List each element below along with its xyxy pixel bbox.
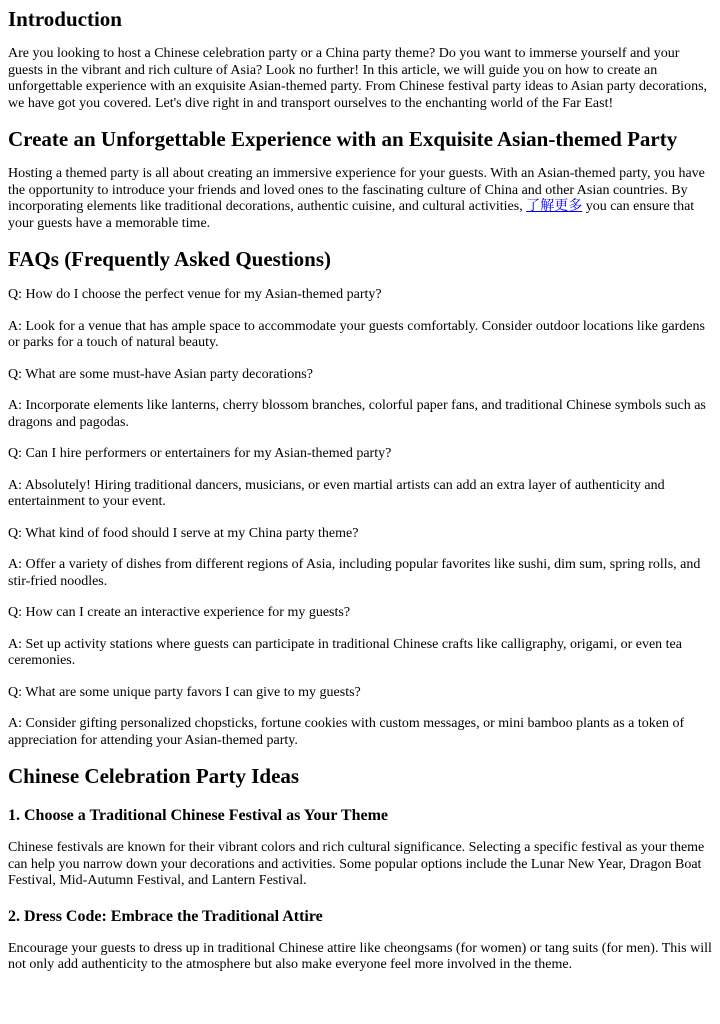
intro-heading: Introduction <box>8 7 122 31</box>
idea-2-paragraph: Encourage your guests to dress up in traditional Chinese attire like cheongsams (for women) or tang suits (for men). This will not only add authenticity to the atmosphere but also make everyone feel more involved in the theme. <box>8 940 712 972</box>
idea-1-heading: 1. Choose a Traditional Chinese Festival as Your Theme <box>8 807 389 824</box>
faq-answer: A: Incorporate elements like lanterns, cherry blossom branches, colorful paper fans, and traditional Chinese symbols such as dragons and pagodas. <box>8 398 706 430</box>
article <box>0 6 720 974</box>
experience-text-before: Hosting a themed party is all about creating an immersive experience for your guests. With an Asian-themed party, you have the opportunity to introduce your friends and loved ones to the fascinating culture of China and other Asian countries. By incorporating elements like traditional decorations, authentic cuisine, and cultural activities, <box>8 166 705 214</box>
faq-answer: A: Absolutely! Hiring traditional dancers, musicians, or even martial artists can add an extra layer of authenticity and entertainment to your event. <box>8 477 665 509</box>
experience-paragraph <box>8 166 712 232</box>
faq-answer: A: Look for a venue that has ample space to accommodate your guests comfortably. Consider outdoor locations like gardens or parks for a touch of natural beauty. <box>8 318 705 350</box>
faq-answer: A: Set up activity stations where guests can participate in traditional Chinese crafts like calligraphy, origami, or even tea ceremonies. <box>8 636 682 668</box>
learn-more-link[interactable]: 了解更多 <box>526 199 583 214</box>
experience-heading: Create an Unforgettable Experience with an Exquisite Asian-themed Party <box>8 127 678 151</box>
ideas-heading: Chinese Celebration Party Ideas <box>8 764 300 788</box>
experience-text-after: you can ensure that your guests have a memorable time. <box>8 199 695 231</box>
faq-answer: A: Consider gifting personalized chopsticks, fortune cookies with custom messages, or mini bamboo plants as a token of appreciation for attending your Asian-themed party. <box>8 716 685 748</box>
faq-question: Q: What are some unique party favors I can give to my guests? <box>8 684 361 700</box>
faq-answer: A: Offer a variety of dishes from different regions of Asia, including popular favorites like sushi, dim sum, spring rolls, and stir-fried noodles. <box>8 557 701 589</box>
faq-question: Q: What are some must-have Asian party decorations? <box>8 366 313 382</box>
idea-2-heading: 2. Dress Code: Embrace the Traditional Attire <box>8 907 323 925</box>
faq-question: Q: Can I hire performers or entertainers for my Asian-themed party? <box>8 446 392 461</box>
idea-1-paragraph: Chinese festivals are known for their vibrant colors and rich cultural significance. Selecting a specific festival as your theme can help you narrow down your decorations and activities. Some popular options include the Lunar New Year, Dragon Boat Festival, Mid-Autumn Festival, and Lantern Festival. <box>8 840 705 888</box>
faq-question: Q: How do I choose the perfect venue for my Asian-themed party? <box>8 287 382 302</box>
faq-question: Q: What kind of food should I serve at my China party theme? <box>8 525 359 541</box>
faq-question: Q: How can I create an interactive experience for my guests? <box>8 605 351 620</box>
faqs-heading: FAQs (Frequently Asked Questions) <box>8 247 331 271</box>
intro-paragraph: Are you looking to host a Chinese celebration party or a China party theme? Do you want to immerse yourself and your guests in the vibrant and rich culture of Asia? Look no further! In this article, we will guide you on how to create an unforgettable experience with an exquisite Asian-themed party. From Chinese festival party ideas to Asian party decorations, we have got you covered. Let's dive right in and transport ourselves to the enchanting world of the Far East! <box>8 46 708 111</box>
